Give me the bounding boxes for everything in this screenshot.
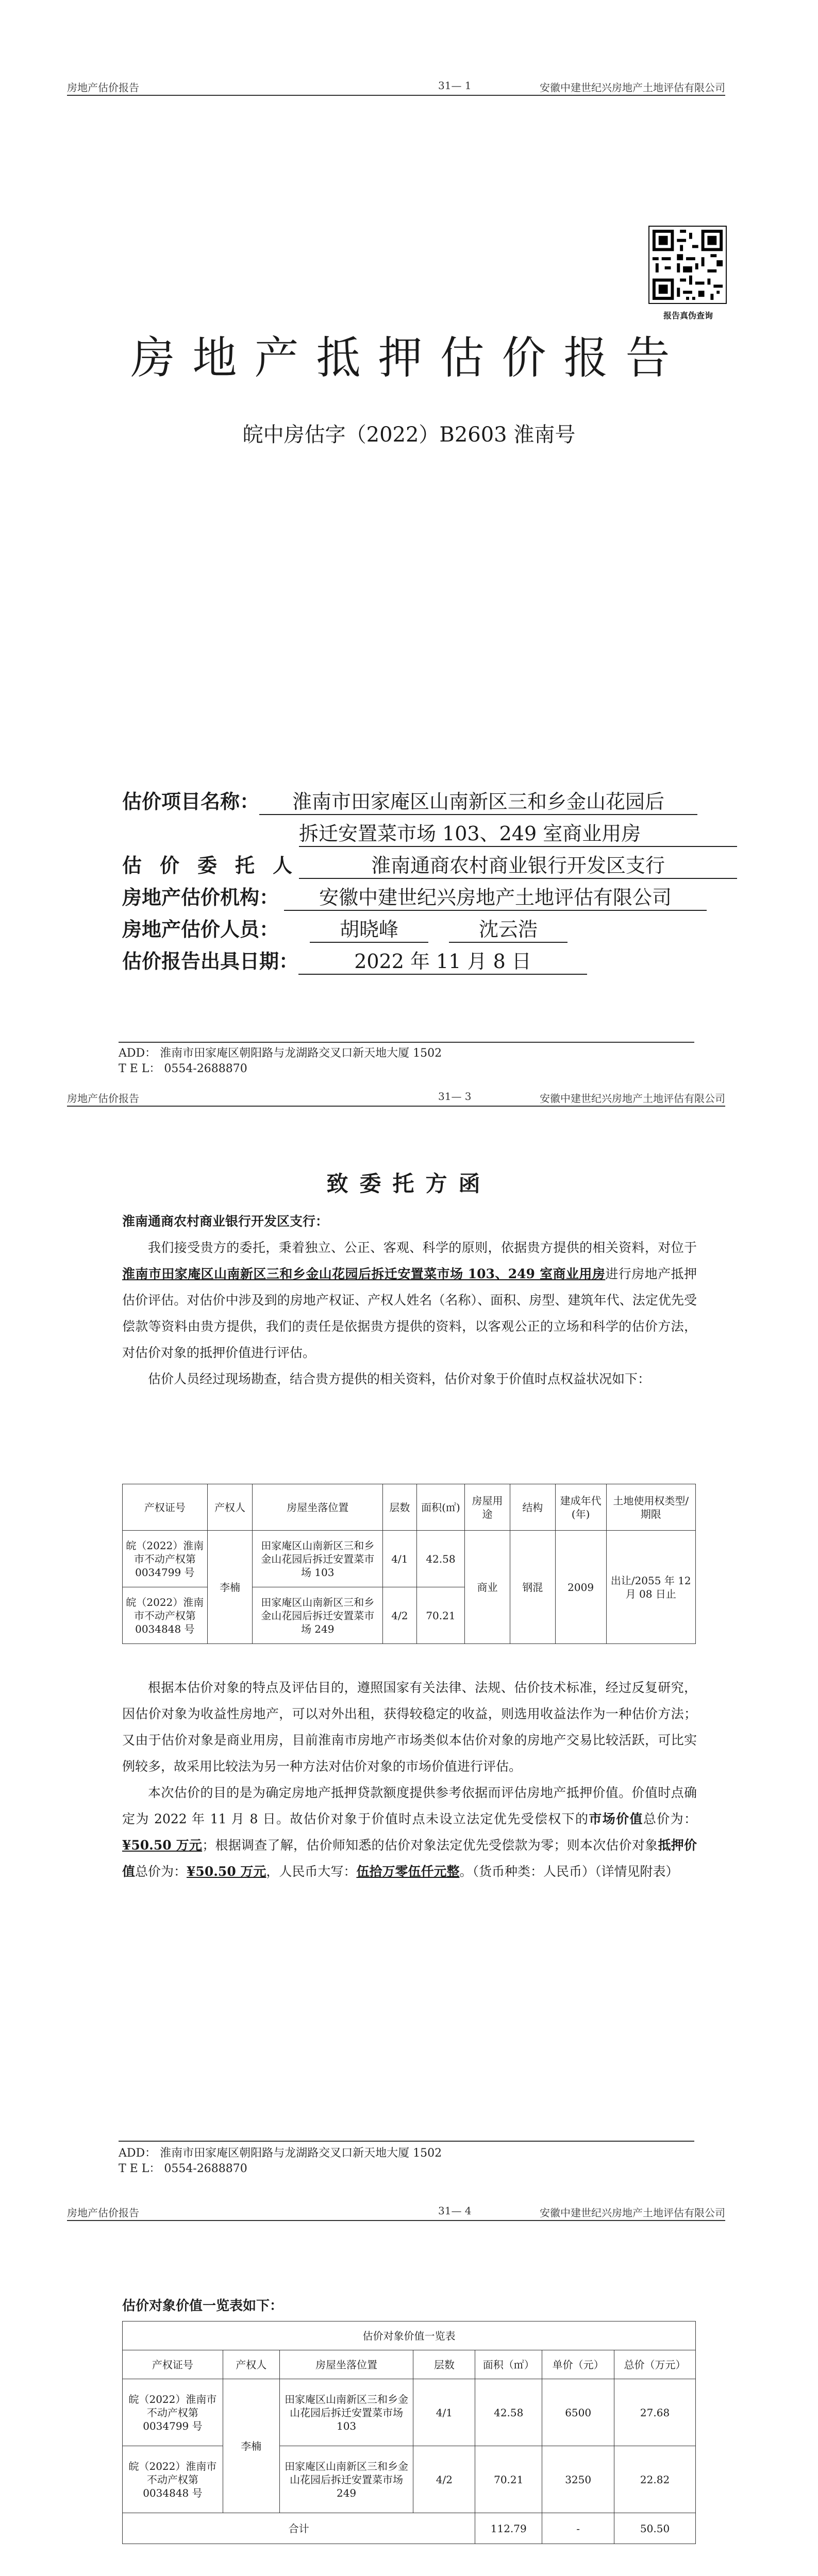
rights-table-header: [123, 1484, 696, 1531]
letter-para1: [122, 1234, 697, 1366]
project-row: [122, 786, 697, 815]
floor-cell: 4/2: [382, 1587, 416, 1644]
header-page-number: 31— 4: [438, 2205, 472, 2217]
report-number: 皖中房估字（2022）B2603 淮南号: [242, 423, 576, 447]
value-table-caption-row: [123, 2321, 696, 2350]
value-table-header: [123, 2350, 696, 2379]
total-area: 112.79: [475, 2513, 542, 2544]
floor-cell: 4/1: [382, 1531, 416, 1587]
area-cell: 70.21: [416, 1587, 464, 1644]
col-unit-price: 单价（元）: [542, 2350, 614, 2379]
value-table: [122, 2321, 696, 2544]
appraiser-row: [122, 913, 567, 943]
owner-cell: 李楠: [223, 2379, 279, 2513]
client-value: 淮南通商农村商业银行开发区支行: [299, 850, 737, 879]
para1-text-a: 我们接受贵方的委托，秉着独立、公正、客观、科学的原则，依据贵方提供的相关资料，对位于: [148, 1240, 697, 1255]
running-header-p2: [67, 1088, 725, 1107]
para1-property: 淮南市田家庵区山南新区三和乡金山花园后拆迁安置菜市场 103、249 室商业用房: [122, 1266, 606, 1281]
header-page-number: 31— 1: [438, 79, 472, 92]
para4-market-value: 市场价值: [589, 1811, 643, 1826]
total-unit-price: -: [542, 2513, 614, 2544]
col-floor: 层数: [413, 2350, 475, 2379]
col-area: 面积（㎡）: [475, 2350, 542, 2379]
col-cert: 产权证号: [123, 2350, 223, 2379]
para4-k: 。（货币种类：人民币）（详情见附表）: [459, 1864, 679, 1879]
use-cell: 商业: [465, 1531, 510, 1644]
location-cell: 田家庵区山南新区三和乡金山花园后拆迁安置菜市场 103: [279, 2379, 413, 2446]
header-company: 安徽中建世纪兴房地产土地评估有限公司: [540, 81, 725, 94]
location-cell: 田家庵区山南新区三和乡金山花园后拆迁安置菜市场 249: [253, 1587, 382, 1644]
unit-price-cell: 6500: [542, 2379, 614, 2446]
area-cell: 70.21: [475, 2446, 542, 2513]
qr-caption: 报告真伪查询: [663, 311, 713, 320]
owner-cell: 李楠: [207, 1531, 253, 1644]
para4-amount-words: 伍拾万零伍仟元整: [356, 1864, 460, 1879]
table-row: [123, 1531, 696, 1587]
appraiser-1: 胡晓峰: [310, 913, 428, 943]
letter-body-top: [122, 1208, 697, 1392]
rights-table: [122, 1484, 696, 1644]
org-row: [122, 882, 707, 911]
col-land: 土地使用权类型/期限: [606, 1484, 696, 1531]
col-location: 房屋坐落位置: [253, 1484, 382, 1531]
col-structure: 结构: [510, 1484, 555, 1531]
letter-para2: 估价人员经过现场勘查，结合贵方提供的相关资料，估价对象于价值时点权益状况如下：: [148, 1371, 651, 1386]
location-cell: 田家庵区山南新区三和乡金山花园后拆迁安置菜市场 249: [279, 2446, 413, 2513]
project-row-2: [299, 818, 737, 847]
client-row: [122, 850, 737, 879]
header-left: 房地产估价报告: [67, 2207, 139, 2219]
letter-para4: [122, 1780, 697, 1885]
table-row: [123, 2446, 696, 2513]
year-cell: 2009: [555, 1531, 606, 1644]
col-floor: 层数: [382, 1484, 416, 1531]
floor-cell: 4/1: [413, 2379, 475, 2446]
project-label: 估价项目名称：: [122, 790, 260, 813]
running-header: [67, 77, 725, 96]
appraiser-label: 房地产估价人员：: [122, 918, 279, 941]
report-title: 房地产抵押估价报告: [130, 332, 688, 384]
para4-mortgage-value: 抵押价值: [122, 1838, 697, 1879]
value-table-wrap: [122, 2321, 696, 2544]
value-heading: 估价对象价值一览表如下：: [122, 2298, 283, 2314]
header-left: 房地产估价报告: [67, 81, 139, 94]
date-row: [122, 945, 587, 975]
col-owner: 产权人: [207, 1484, 253, 1531]
footer-address: ADD： 淮南市田家庵区朝阳路与龙湖路交叉口新天地大厦 1502: [119, 1047, 442, 1060]
col-area: 面积(㎡): [416, 1484, 464, 1531]
footer-p2: [119, 2146, 442, 2177]
area-cell: 42.58: [416, 1531, 464, 1587]
cert-cell: 皖（2022）淮南市不动产权第 0034799 号: [123, 1531, 208, 1587]
footer-p1: [119, 1046, 442, 1077]
org-value: 安徽中建世纪兴房地产土地评估有限公司: [284, 882, 707, 911]
header-left: 房地产估价报告: [67, 1092, 139, 1105]
total-row: [123, 2513, 696, 2544]
col-year: 建成年代(年): [555, 1484, 606, 1531]
footer-address: ADD： 淮南市田家庵区朝阳路与龙湖路交叉口新天地大厦 1502: [119, 2147, 442, 2160]
para4-g: 总价为：: [135, 1864, 187, 1879]
para4-c: 总价为：: [643, 1811, 697, 1826]
letter-body-bottom: [122, 1674, 697, 1885]
cover-page: [0, 0, 818, 973]
footer-tel: T E L： 0554-2688870: [119, 1062, 247, 1075]
project-value-line2: 拆迁安置菜市场 103、249 室商业用房: [299, 818, 737, 847]
footer-divider: [119, 2141, 694, 2142]
area-cell: 42.58: [475, 2379, 542, 2446]
para4-mortgage-total: ¥50.50 万元: [187, 1864, 266, 1879]
para4-a: 本次估价的目的是为确定房地产抵押贷款额度提供参考依据而评估房地产抵押价值。价值时点确定为 2022 年 11 月 8 日。故估价对象于价值时点未设立法定优先受偿权下的: [122, 1785, 697, 1826]
para4-e: ；根据调查了解，估价师知悉的估价对象法定优先受偿款为零；则本次估价对象: [202, 1838, 658, 1853]
col-use: 房屋用途: [465, 1484, 510, 1531]
total-cell: 27.68: [614, 2379, 696, 2446]
header-company: 安徽中建世纪兴房地产土地评估有限公司: [540, 1092, 725, 1105]
para1-text-c: 进行房地产抵押估价评估。对估价中涉及到的房地产权证、产权人姓名（名称）、面积、房型、建筑年代、法定优先受偿款等资料由贵方提供，我们的责任是依据贵方提供的资料，以客观公正的立场和科学的估价方法，对估价对象的抵押价值进行评估。: [122, 1266, 697, 1360]
letter-title: 致委托方函: [326, 1171, 492, 1196]
date-value: 2022 年 11 月 8 日: [298, 945, 587, 975]
letter-para3: 根据本估价对象的特点及评估目的，遵照国家有关法律、法规、估价技术标准，经过反复研究，因估价对象为收益性房地产，可以对外出租，获得较稳定的收益，则选用收益法作为一种估价方法；又由于估价对象是商业用房，目前淮南市房地产市场类似本估价对象的房地产交易比较活跃，可比实例较多，故采用比较法为另一种方法对估价对象的市场价值进行评估。: [122, 1680, 697, 1774]
date-label: 估价报告出具日期：: [122, 950, 299, 973]
total-label: 合计: [123, 2513, 475, 2544]
col-cert: 产权证号: [123, 1484, 208, 1531]
rights-table-wrap: [122, 1484, 696, 1644]
client-label: 估价委托人: [122, 854, 292, 877]
unit-price-cell: 3250: [542, 2446, 614, 2513]
header-company: 安徽中建世纪兴房地产土地评估有限公司: [540, 2207, 725, 2219]
cert-cell: 皖（2022）淮南市不动产权第 0034848 号: [123, 1587, 208, 1644]
table-row: [123, 2379, 696, 2446]
total-value: 50.50: [614, 2513, 696, 2544]
para4-i: ，人民币大写：: [266, 1864, 357, 1879]
footer-tel: T E L： 0554-2688870: [119, 2162, 247, 2175]
col-location: 房屋坐落位置: [279, 2350, 413, 2379]
appraiser-2: 沈云浩: [449, 913, 567, 943]
value-table-caption: 估价对象价值一览表: [123, 2321, 696, 2350]
org-label: 房地产估价机构：: [122, 886, 279, 909]
qr-code-graphic: [649, 227, 726, 303]
col-total: 总价（万元）: [614, 2350, 696, 2379]
location-cell: 田家庵区山南新区三和乡金山花园后拆迁安置菜市场 103: [253, 1531, 382, 1587]
project-value-line1: 淮南市田家庵区山南新区三和乡金山花园后: [259, 786, 697, 815]
para4-market-total: ¥50.50 万元: [122, 1838, 203, 1853]
cert-cell: 皖（2022）淮南市不动产权第 0034848 号: [123, 2446, 223, 2513]
running-header-p3: [67, 2202, 725, 2221]
floor-cell: 4/2: [413, 2446, 475, 2513]
footer-divider: [119, 1042, 694, 1043]
structure-cell: 钢混: [510, 1531, 555, 1644]
cert-cell: 皖（2022）淮南市不动产权第 0034799 号: [123, 2379, 223, 2446]
land-cell: 出让/2055 年 12 月 08 日止: [606, 1531, 696, 1644]
qr-code[interactable]: [648, 226, 727, 304]
total-cell: 22.82: [614, 2446, 696, 2513]
col-owner: 产权人: [223, 2350, 279, 2379]
letter-addressee: 淮南通商农村商业银行开发区支行：: [122, 1214, 329, 1229]
header-page-number: 31— 3: [438, 1090, 472, 1103]
